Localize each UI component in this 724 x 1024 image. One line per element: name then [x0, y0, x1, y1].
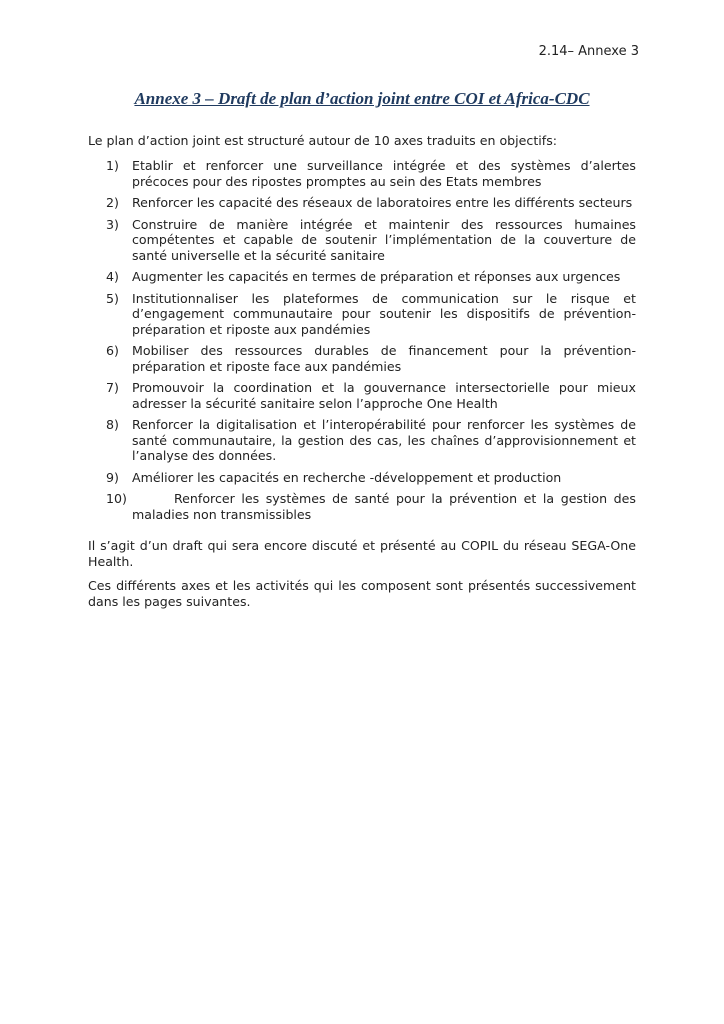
item-number: 5) [106, 290, 119, 306]
item-number: 6) [106, 343, 119, 358]
item-number: 8) [106, 417, 119, 432]
list-item [88, 217, 636, 264]
list-item [88, 195, 636, 211]
item-number: 3) [106, 216, 119, 232]
item-text: Institutionnaliser les plateformes de communication sur le risque et d’engagement communautaire pour soutenir les dispositifs de prévention-préparation et riposte aux pandémies [132, 290, 636, 337]
list-item [88, 380, 636, 411]
paragraph-draft-note: Il s’agit d’un draft qui sera encore discuté et présenté au COPIL du réseau SEGA-One Health. [88, 538, 636, 569]
header-reference: 2.14– Annexe 3 [538, 44, 639, 59]
item-number: 2) [106, 195, 119, 210]
item-text: Renforcer les capacité des réseaux de laboratoires entre les différents secteurs [132, 195, 633, 210]
list-item [88, 491, 636, 522]
item-number: 9) [106, 469, 119, 485]
page-title: Annexe 3 – Draft de plan d’action joint entre COI et Africa-CDC [134, 89, 590, 108]
item-text: Augmenter les capacités en termes de préparation et réponses aux urgences [132, 269, 621, 284]
list-item [88, 417, 636, 464]
objectives-list [88, 158, 636, 528]
item-text: Construire de manière intégrée et maintenir des ressources humaines compétentes et capable de soutenir l’implémentation de la couverture de santé universelle et la sécurité sanitaire [132, 216, 636, 263]
item-text: Promouvoir la coordination et la gouvernance intersectorielle pour mieux adresser la sécurité sanitaire selon l’approche One Health [132, 380, 636, 411]
item-text: Renforcer la digitalisation et l’interopérabilité pour renforcer les systèmes de santé communautaire, la gestion des cas, les chaînes d’approvisionnement et l’analyse des données. [132, 417, 636, 463]
paragraph-following-pages: Ces différents axes et les activités qui les composent sont présentés successivement dans les pages suivantes. [88, 578, 636, 609]
intro-text: Le plan d’action joint est structuré autour de 10 axes traduits en objectifs: [88, 133, 557, 148]
list-item [88, 470, 636, 486]
item-number: 7) [106, 380, 119, 395]
list-item [88, 269, 636, 285]
item-number: 1) [106, 158, 119, 173]
item-text: Etablir et renforcer une surveillance intégrée et des systèmes d’alertes précoces pour des ripostes promptes au sein des Etats membres [132, 158, 636, 189]
item-number: 4) [106, 269, 119, 284]
list-item [88, 291, 636, 338]
list-item [88, 158, 636, 189]
item-text: Améliorer les capacités en recherche -développement et production [132, 469, 562, 485]
list-item [88, 343, 636, 374]
item-text: Mobiliser des ressources durables de financement pour la prévention-préparation et riposte face aux pandémies [132, 343, 636, 374]
item-text: Renforcer les systèmes de santé pour la prévention et la gestion des maladies non transmissibles [132, 491, 636, 522]
item-number: 10) [106, 491, 127, 506]
